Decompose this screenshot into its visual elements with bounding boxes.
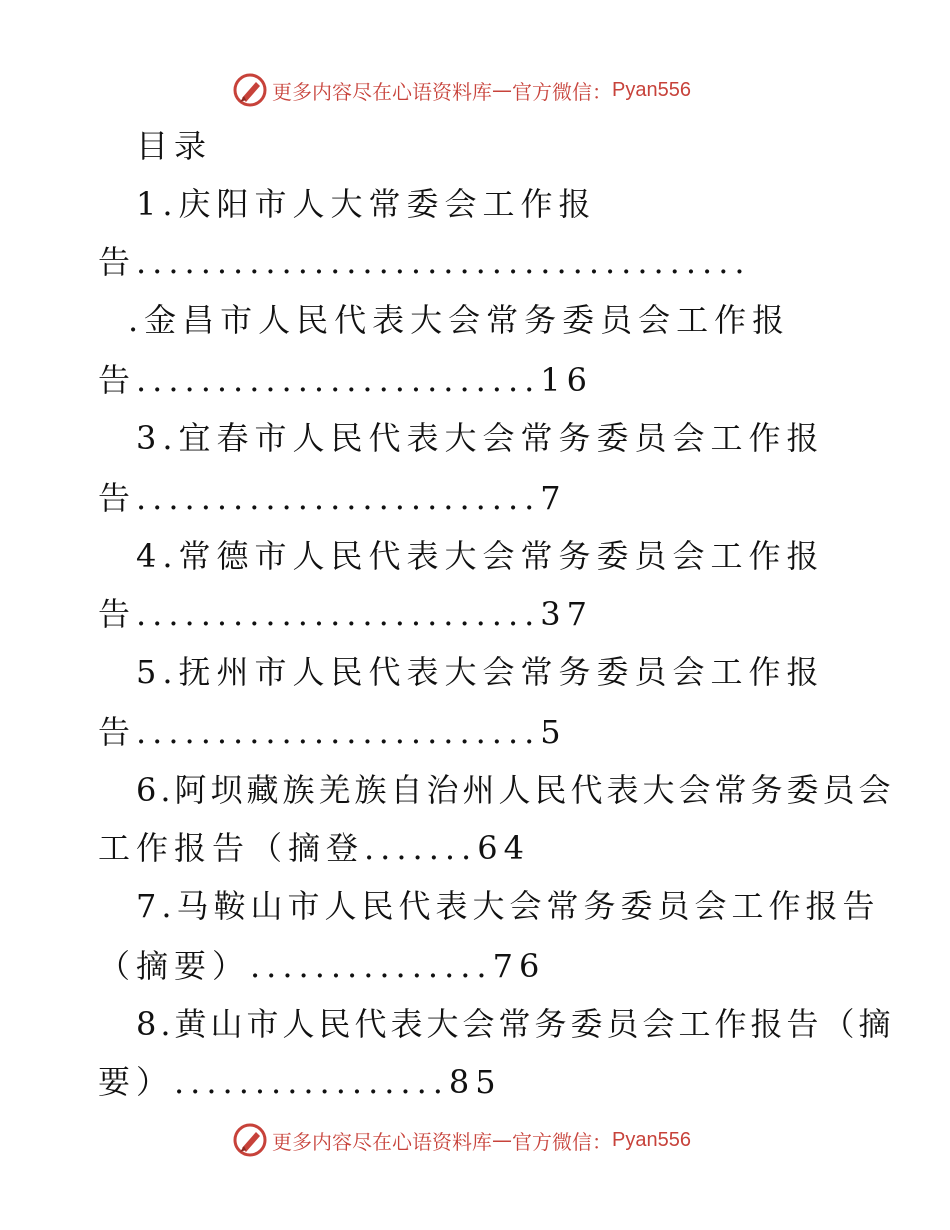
banner-official-label: 官方微信： bbox=[512, 1129, 612, 1154]
banner-wechat-id: Pyan556 bbox=[612, 1128, 691, 1151]
header-watermark bbox=[232, 70, 712, 110]
banner-separator: — bbox=[492, 78, 512, 102]
toc-entry-8-page: 要）.................85 bbox=[98, 1063, 502, 1101]
banner-slogan: 更多内容尽在心语资料库 bbox=[272, 79, 492, 104]
toc-entry-5-title: 5.抚州市人民代表大会常务委员会工作报 bbox=[136, 653, 825, 691]
toc-entry-1-title: 1.庆阳市人大常委会工作报 bbox=[136, 185, 597, 223]
toc-entry-3-title: 3.宜春市人民代表大会常务委员会工作报 bbox=[136, 419, 825, 457]
toc-entry-4-page: 告.........................37 bbox=[98, 595, 594, 633]
banner-separator: — bbox=[492, 1128, 512, 1152]
banner-official-label: 官方微信： bbox=[512, 79, 612, 104]
toc-entry-7-page: （摘要）...............76 bbox=[98, 947, 546, 985]
toc-entry-6-title: 6.阿坝藏族羌族自治州人民代表大会常务委员会 bbox=[136, 771, 895, 809]
pen-logo-icon bbox=[232, 72, 268, 108]
toc-entry-2-page: 告.........................16 bbox=[98, 361, 594, 399]
toc-entry-7-title: 7.马鞍山市人民代表大会常务委员会工作报告 bbox=[136, 887, 880, 925]
toc-title: 目录 bbox=[136, 127, 213, 165]
toc-entry-8-title: 8.黄山市人民代表大会常务委员会工作报告（摘 bbox=[136, 1005, 895, 1043]
toc-entry-4-title: 4.常德市人民代表大会常务委员会工作报 bbox=[136, 537, 825, 575]
toc-entry-6-page: 工作报告（摘登.......64 bbox=[98, 829, 530, 867]
pen-logo-icon bbox=[232, 1122, 268, 1158]
footer-watermark bbox=[232, 1120, 712, 1160]
banner-wechat-id: Pyan556 bbox=[612, 78, 691, 101]
banner-slogan: 更多内容尽在心语资料库 bbox=[272, 1129, 492, 1154]
toc-entry-5-page: 告.........................5 bbox=[98, 713, 567, 751]
toc-entry-3-page: 告.........................7 bbox=[98, 479, 567, 517]
toc-entry-1-page: 告...................................... bbox=[98, 243, 751, 281]
toc-entry-2-title: .金昌市人民代表大会常务委员会工作报 bbox=[128, 301, 791, 339]
